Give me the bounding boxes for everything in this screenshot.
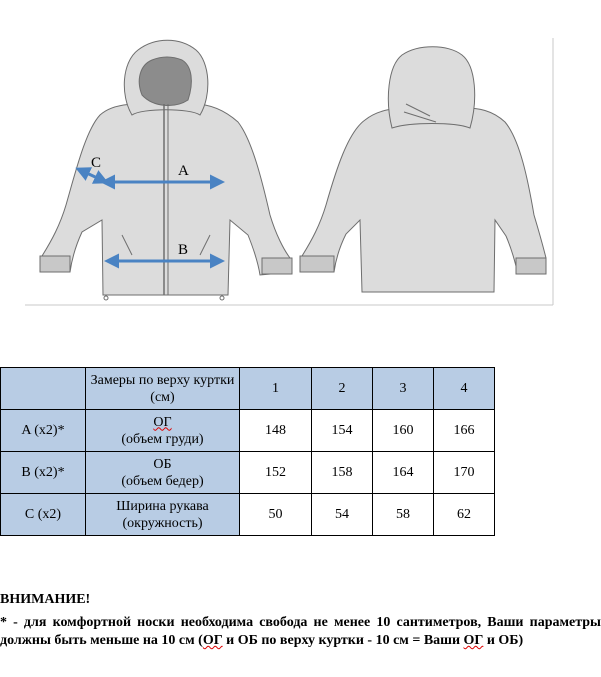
row-name-cell — [86, 410, 240, 452]
notice-text — [0, 614, 601, 650]
value-cell: 62 — [434, 494, 495, 536]
value-cell: 164 — [373, 452, 434, 494]
table-row — [1, 452, 495, 494]
row-name-full: (объем груди) — [121, 431, 204, 447]
row-name-abbr: ОГ — [153, 414, 172, 430]
row-code-cell: A (x2)* — [1, 410, 86, 452]
value-cell: 160 — [373, 410, 434, 452]
row-name-full: (объем бедер) — [121, 473, 204, 489]
row-code-cell: C (x2) — [1, 494, 86, 536]
jacket-back-view — [300, 47, 546, 292]
table-row — [1, 410, 495, 452]
value-cell: 154 — [312, 410, 373, 452]
label-b: B — [178, 242, 189, 258]
header-corner-cell — [1, 368, 86, 410]
value-cell: 166 — [434, 410, 495, 452]
notice-abbr: ОГ — [463, 633, 484, 648]
row-name-abbr: Ширина рукава — [116, 498, 209, 514]
header-measure-cell: Замеры по верху куртки (см) — [86, 368, 240, 410]
row-name-cell — [86, 452, 240, 494]
value-cell: 54 — [312, 494, 373, 536]
row-name-full: (окружность) — [122, 515, 203, 531]
header-size-cell: 3 — [373, 368, 434, 410]
value-cell: 158 — [312, 452, 373, 494]
value-cell: 148 — [240, 410, 312, 452]
table-row — [1, 494, 495, 536]
table-header-row — [1, 368, 495, 410]
label-c: C — [91, 155, 102, 171]
value-cell: 50 — [240, 494, 312, 536]
notice-text-part: и ОБ по верху куртки - 10 см = Ваши — [222, 633, 464, 648]
notice-text-part: * - для комфортной носки необходима свобода не менее 10 сантиметров, Ваши параметры должны быть меньше на 10 см ( — [0, 615, 601, 648]
header-size-cell: 2 — [312, 368, 373, 410]
value-cell: 170 — [434, 452, 495, 494]
notice-text-part: и ОБ) — [483, 633, 524, 648]
header-size-cell: 4 — [434, 368, 495, 410]
notice-title: ВНИМАНИЕ! — [0, 592, 91, 607]
value-cell: 58 — [373, 494, 434, 536]
row-name-cell — [86, 494, 240, 536]
label-a: A — [178, 163, 189, 179]
row-name-abbr: ОБ — [153, 456, 172, 472]
notice-abbr: ОГ — [202, 633, 223, 648]
size-table — [0, 367, 495, 536]
value-cell: 152 — [240, 452, 312, 494]
header-size-cell: 1 — [240, 368, 312, 410]
row-code-cell: B (x2)* — [1, 452, 86, 494]
